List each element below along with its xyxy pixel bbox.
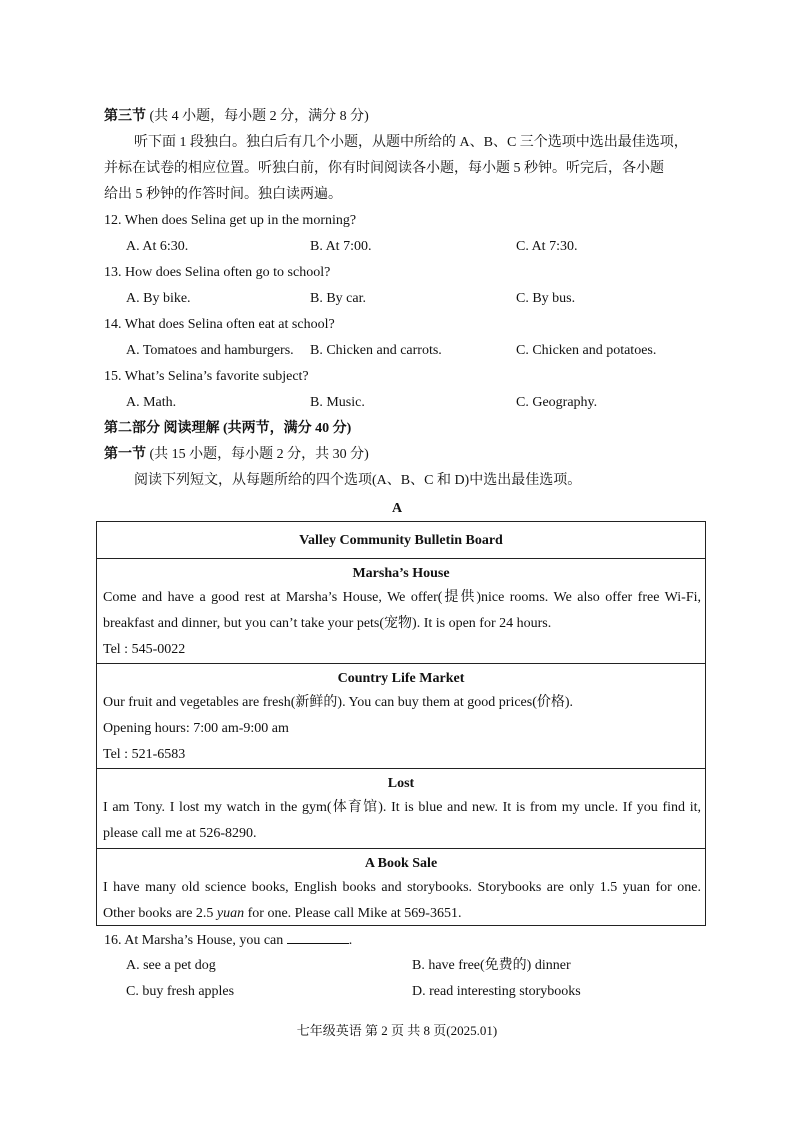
q16-option-b: B. have free(免费的) dinner xyxy=(412,958,571,973)
q15-option-a: A. Math. xyxy=(126,395,177,410)
question-12: 12. When does Selina get up in the morning? xyxy=(104,213,357,228)
question-13: 13. How does Selina often go to school? xyxy=(104,265,331,280)
q15-option-c: C. Geography. xyxy=(516,395,598,410)
q16-answer-blank xyxy=(287,931,349,944)
part2-instruction: 阅读下列短文，从每题所给的四个选项(A、B、C 和 D)中选出最佳选项。 xyxy=(134,473,582,488)
marsha-title: Marsha’s House xyxy=(352,566,450,581)
bulletin-board xyxy=(96,521,706,926)
sale-text-italic: yuan xyxy=(216,906,245,921)
section3-title: 第三节 xyxy=(104,109,146,124)
marsha-text: Come and have a good rest at Marsha’s House, We offer(提供)nice rooms. We also offer free Wi-Fi, breakfast and dinner, but you can’t take your pets(宠物). It is open for 24 hours. xyxy=(103,590,701,631)
q14-option-b: B. Chicken and carrots. xyxy=(310,343,442,358)
sale-text xyxy=(103,875,701,927)
q14-option-a: A. Tomatoes and hamburgers. xyxy=(126,343,294,358)
section3-instruction-1: 听下面 1 段独白。独白后有几个小题，从题中所给的 A、B、C 三个选项中选出最佳选项， xyxy=(134,135,688,150)
q16-option-d: D. read interesting storybooks xyxy=(412,984,581,999)
market-hours: Opening hours: 7:00 am-9:00 am xyxy=(103,721,289,736)
part2-section1-title: 第一节 xyxy=(104,447,146,462)
q16-text-end: . xyxy=(348,933,353,948)
question-15: 15. What’s Selina’s favorite subject? xyxy=(104,369,309,384)
bulletin-header xyxy=(97,522,705,558)
part2-section1-heading xyxy=(104,446,369,464)
lost-text: I am Tony. I lost my watch in the gym(体育馆). It is blue and new. It is from my uncle. If you find it, please call me at 526-8290. xyxy=(103,800,701,841)
question-14: 14. What does Selina often eat at school? xyxy=(104,317,335,332)
q16-text: 16. At Marsha’s House, you can xyxy=(104,933,287,948)
bulletin-marsha-section xyxy=(97,558,705,664)
bulletin-lost-section xyxy=(97,768,705,849)
bulletin-market-section xyxy=(97,663,705,769)
page-footer: 七年级英语 第 2 页 共 8 页(2025.01) xyxy=(296,1023,498,1038)
market-text: Our fruit and vegetables are fresh(新鲜的). You can buy them at good prices(价格). xyxy=(103,695,574,710)
section3-instruction-3: 给出 5 秒钟的作答时间。独白读两遍。 xyxy=(104,187,342,202)
q14-option-c: C. Chicken and potatoes. xyxy=(516,343,657,358)
market-tel: Tel : 521-6583 xyxy=(103,747,186,762)
q13-option-a: A. By bike. xyxy=(126,291,191,306)
part2-section1-note: (共 15 小题，每小题 2 分，共 30 分) xyxy=(149,447,369,462)
lost-title: Lost xyxy=(387,776,415,791)
section3-note: (共 4 小题，每小题 2 分，满分 8 分) xyxy=(149,109,369,124)
q13-option-c: C. By bus. xyxy=(516,291,576,306)
q16-option-c: C. buy fresh apples xyxy=(126,984,235,999)
bulletin-sale-section xyxy=(97,848,705,928)
marsha-tel: Tel : 545-0022 xyxy=(103,642,186,657)
q12-option-c: C. At 7:30. xyxy=(516,239,578,254)
part2-title: 第二部分 阅读理解 (共两节，满分 40 分) xyxy=(104,421,352,436)
q16-option-a: A. see a pet dog xyxy=(126,958,216,973)
question-16 xyxy=(104,931,352,950)
sale-text-2: for one. Please call Mike at 569-3651. xyxy=(244,906,462,921)
section3-heading xyxy=(104,108,369,126)
sale-text-1: I have many old science books, English books and storybooks. Storybooks are only 1.5 yuan for one. Other books are 2.5 xyxy=(103,880,701,921)
passage-label: A xyxy=(391,501,403,516)
section3-instruction-2: 并标在试卷的相应位置。听独白前，你有时间阅读各小题，每小题 5 秒钟。听完后，各小题 xyxy=(104,161,664,176)
q12-option-a: A. At 6:30. xyxy=(126,239,189,254)
q15-option-b: B. Music. xyxy=(310,395,365,410)
q13-option-b: B. By car. xyxy=(310,291,366,306)
bulletin-title: Valley Community Bulletin Board xyxy=(299,533,503,548)
sale-title: A Book Sale xyxy=(364,856,438,871)
q12-option-b: B. At 7:00. xyxy=(310,239,372,254)
market-title: Country Life Market xyxy=(337,671,465,686)
